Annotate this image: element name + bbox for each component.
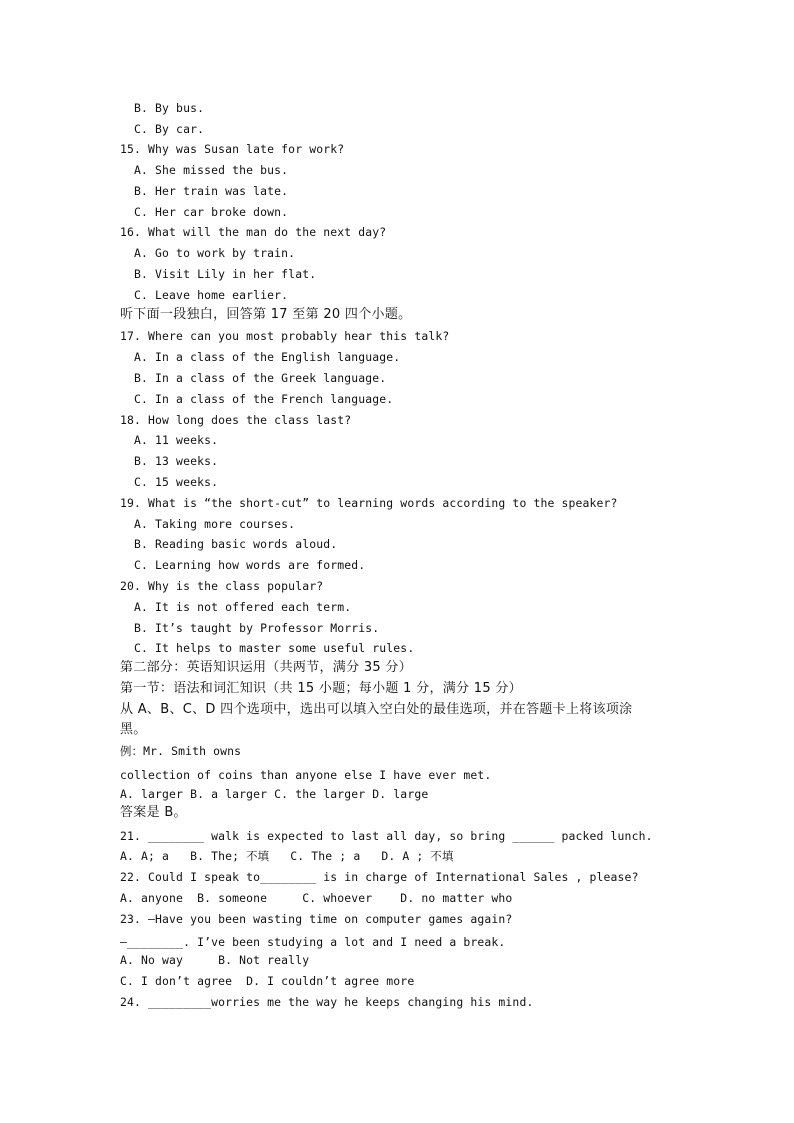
text-line: A. 11 weeks. (120, 433, 219, 447)
text-line: B. It’s taught by Professor Morris. (120, 621, 380, 635)
text-line: C. By car. (120, 122, 205, 136)
text-line: 黑。 (120, 722, 147, 737)
text-line: B. In a class of the Greek language. (120, 371, 387, 385)
text-line: 19. What is “the short-cut” to learning words according to the speaker? (120, 496, 618, 510)
text-line: 24. _________worries me the way he keeps changing his mind. (120, 995, 534, 1009)
text-line: 听下面一段独白，回答第 17 至第 20 四个小题。 (120, 307, 412, 322)
text-line: A. Taking more courses. (120, 517, 296, 531)
text-line: 第一节：语法和词汇知识（共 15 小题；每小题 1 分，满分 15 分） (120, 681, 522, 696)
text-line: C. In a class of the French language. (120, 392, 394, 406)
text-line: 22. Could I speak to________ is in charge of International Sales , please? (120, 870, 639, 884)
text-line: A. No way B. Not really (120, 953, 310, 967)
text-line: 18. How long does the class last? (120, 413, 352, 427)
text-line: C. I don’t agree D. I couldn’t agree more (120, 974, 415, 988)
text-line: B. Her train was late. (120, 184, 289, 198)
text-line: C. Her car broke down. (120, 205, 289, 219)
text-line: C. 15 weeks. (120, 475, 219, 489)
text-line: A. A; a B. The; 不填 C. The ; a D. A ; 不填 (120, 849, 454, 863)
text-line: 从 A、B、C、D 四个选项中，选出可以填入空白处的最佳选项，并在答题卡上将该项涂 (120, 702, 633, 717)
text-line: B. 13 weeks. (120, 454, 219, 468)
text-line: C. Leave home earlier. (120, 288, 289, 302)
text-line: B. Visit Lily in her flat. (120, 267, 317, 281)
text-line: 例：Mr. Smith owns (120, 744, 242, 758)
text-line: collection of coins than anyone else I have ever met. (120, 768, 492, 782)
text-line: A. It is not offered each term. (120, 600, 352, 614)
text-line: 21. ________ walk is expected to last all day, so bring ______ packed lunch. (120, 829, 653, 843)
text-line: A. In a class of the English language. (120, 350, 401, 364)
text-line: 16. What will the man do the next day? (120, 225, 387, 239)
text-line: 20. Why is the class popular? (120, 579, 324, 593)
text-line: —________. I’ve been studying a lot and I need a break. (120, 935, 506, 949)
text-line: 23. —Have you been wasting time on computer games again? (120, 912, 513, 926)
text-line: 17. Where can you most probably hear this talk? (120, 329, 450, 343)
text-line: A. She missed the bus. (120, 163, 289, 177)
text-line: C. It helps to master some useful rules. (120, 641, 415, 655)
text-line: A. larger B. a larger C. the larger D. large (120, 787, 429, 801)
text-line: A. anyone B. someone C. whoever D. no matter who (120, 891, 513, 905)
text-line: B. By bus. (120, 101, 205, 115)
text-line: 答案是 B。 (120, 805, 187, 820)
text-line: 第二部分：英语知识运用（共两节，满分 35 分） (120, 660, 413, 675)
text-line: C. Learning how words are formed. (120, 558, 366, 572)
text-line: 15. Why was Susan late for work? (120, 142, 345, 156)
text-line: B. Reading basic words aloud. (120, 537, 338, 551)
text-line: A. Go to work by train. (120, 246, 296, 260)
